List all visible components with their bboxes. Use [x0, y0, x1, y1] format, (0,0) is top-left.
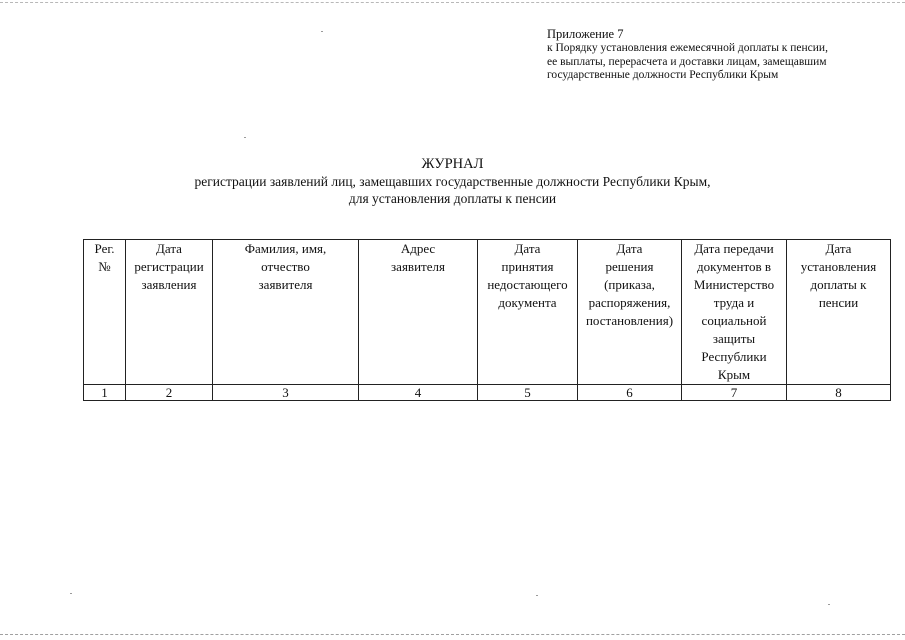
scan-edge-top: [0, 2, 905, 3]
journal-subtitle-line-2: для установления доплаты к пенсии: [348, 191, 557, 206]
column-header-decision-date: Дата решения (приказа, распоряжения, постановления): [578, 240, 682, 385]
column-number: 2: [126, 385, 213, 401]
appendix-line-3: государственные должности Республики Крым: [547, 69, 779, 81]
appendix-title: Приложение 7: [547, 27, 624, 41]
column-header-transfer-date: Дата передачи документов в Министерство труда и социальной защиты Республики Крым: [682, 240, 787, 385]
table-column-numbers-row: [84, 385, 891, 401]
column-number: 5: [478, 385, 578, 401]
column-number: 4: [359, 385, 478, 401]
journal-title: ЖУРНАЛ: [421, 156, 484, 172]
column-number: 3: [213, 385, 359, 401]
scan-speck: [536, 595, 538, 596]
column-number: 1: [84, 385, 126, 401]
column-header-establishment-date: Дата установления доплаты к пенсии: [787, 240, 891, 385]
document-heading: [0, 156, 905, 207]
scan-speck: [244, 137, 246, 138]
column-number: 7: [682, 385, 787, 401]
appendix-line-2: ее выплаты, перерасчета и доставки лицам, замещавшим: [547, 55, 827, 68]
table-header-row: [84, 240, 891, 385]
scan-speck: [70, 593, 72, 594]
column-number: 8: [787, 385, 891, 401]
column-header-full-name: Фамилия, имя, отчество заявителя: [213, 240, 359, 385]
column-header-reg-number: Рег. №: [84, 240, 126, 385]
column-header-address: Адрес заявителя: [359, 240, 478, 385]
scan-edge-bottom: [0, 634, 905, 635]
column-header-registration-date: Дата регистрации заявления: [126, 240, 213, 385]
journal-table: [83, 239, 891, 401]
column-header-missing-document-date: Дата принятия недостающего документа: [478, 240, 578, 385]
journal-subtitle-line-1: регистрации заявлений лиц, замещавших государственные должности Республики Крым,: [194, 174, 711, 189]
appendix-line-1: к Порядку установления ежемесячной доплаты к пенсии,: [547, 42, 828, 54]
appendix-note: [547, 27, 897, 83]
scan-speck: [828, 604, 830, 605]
scan-speck: [321, 31, 323, 32]
column-number: 6: [578, 385, 682, 401]
